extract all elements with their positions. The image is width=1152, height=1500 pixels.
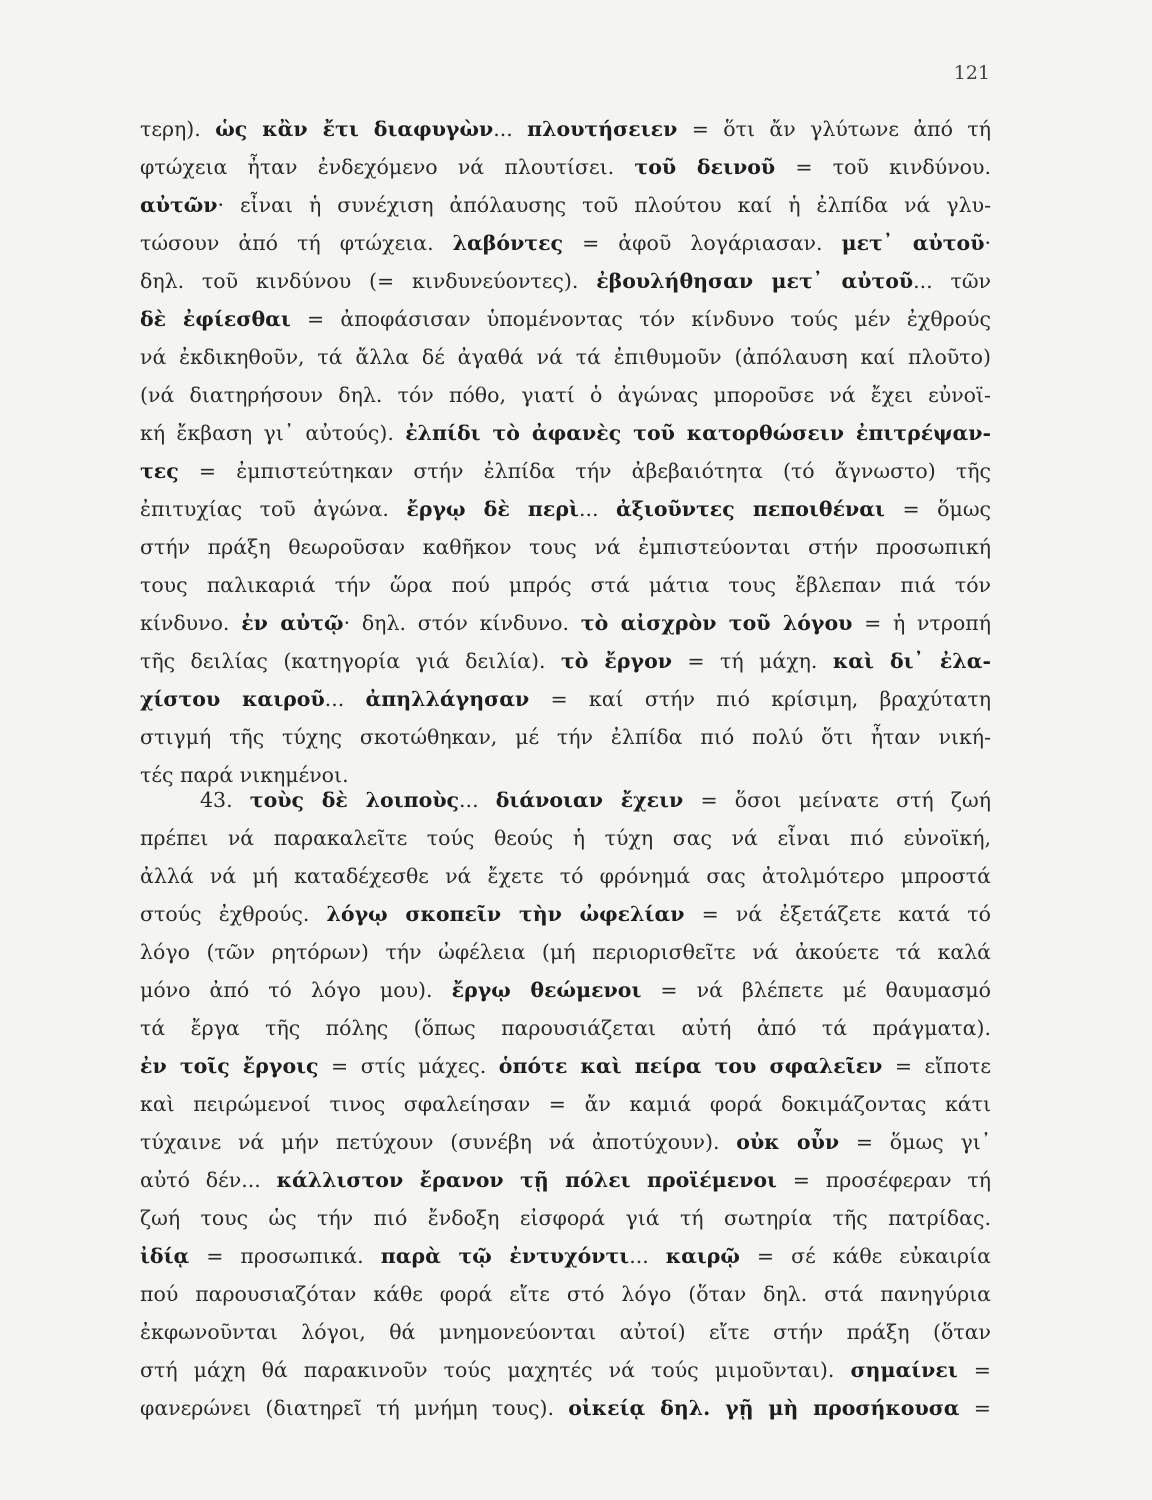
text-segment: ... — [629, 1244, 666, 1268]
text-segment: = ὅτι ἄν γλύτωνε ἀπό τή — [677, 117, 991, 141]
text-segment: στή μάχη θά παρακινοῦν τούς μαχητές νά τούς μιμοῦνται). — [140, 1358, 851, 1382]
text-segment: = τή μάχη. — [671, 649, 833, 673]
text-line — [140, 300, 991, 338]
text-line — [140, 414, 991, 452]
text-segment: = καί στήν πιό κρίσιμη, βραχύτατη — [529, 687, 991, 711]
text-line — [140, 262, 991, 300]
text-segment: κίνδυνο. — [140, 611, 242, 635]
bold-lemma: ἰδίᾳ — [140, 1244, 190, 1268]
text-line — [140, 1009, 991, 1047]
text-segment: κή ἔκβαση γι᾽ αὐτούς). — [140, 421, 406, 445]
text-line — [140, 1237, 991, 1275]
text-segment: πού παρουσιαζόταν κάθε φορά εἴτε στό λόγο (ὅταν δηλ. στά πανηγύρια — [140, 1282, 991, 1306]
text-segment: · εἶναι ἡ συνέχιση ἀπόλαυσης τοῦ πλούτου καί ἡ ἐλπίδα νά γλυ- — [217, 193, 991, 217]
text-segment: τῆς δειλίας (κατηγορία γιά δειλία). — [140, 649, 561, 673]
text-line — [140, 857, 991, 895]
text-segment: τώσουν ἀπό τή φτώχεια. — [140, 231, 453, 255]
text-segment: ἐκφωνοῦνται λόγοι, θά μνημονεύονται αὐτοί) εἴτε στήν πράξη (ὅταν — [140, 1320, 991, 1344]
text-segment: = προσωπικά. — [189, 1244, 381, 1268]
text-segment: = τοῦ κινδύνου. — [775, 155, 991, 179]
text-line — [140, 566, 991, 604]
text-segment: τύχαινε νά μήν πετύχουν (συνέβη νά ἀποτύχουν). — [140, 1130, 737, 1154]
bold-lemma: τοῦ δεινοῦ — [634, 155, 776, 179]
bold-lemma: ὡς κἂν ἔτι διαφυγὼν — [215, 117, 494, 141]
text-line — [140, 642, 991, 680]
bold-lemma: χίστου καιροῦ — [140, 687, 325, 711]
text-segment: 43. — [200, 788, 250, 812]
text-segment: = προσέφεραν τή — [776, 1168, 991, 1192]
bold-lemma: ἔργῳ δὲ περὶ — [406, 497, 579, 521]
text-segment: = σέ κάθε εὐκαιρία — [739, 1244, 991, 1268]
text-segment: τές παρά νικημένοι. — [140, 763, 349, 787]
text-segment: ... — [459, 788, 496, 812]
text-segment: φανερώνει (διατηρεῖ τή μνήμη τους). — [140, 1396, 569, 1420]
text-segment: φτώχεια ἦταν ἐνδεχόμενο νά πλουτίσει. — [140, 155, 635, 179]
bold-lemma: κάλλιστον ἔρανον τῇ πόλει προϊέμενοι — [276, 1168, 777, 1192]
text-segment: = νά ἐξετάζετε κατά τό — [684, 902, 991, 926]
text-segment: ... — [324, 687, 366, 711]
text-line — [140, 224, 991, 262]
text-segment: = — [959, 1396, 991, 1420]
text-segment: τους παλικαριά τήν ὥρα πού μπρός στά μάτια τους ἔβλεπαν πιά τόν — [140, 573, 991, 597]
bold-lemma: μετ᾽ αὐτοῦ — [841, 231, 985, 255]
text-line — [140, 1199, 991, 1237]
bold-lemma: διάνοιαν ἔχειν — [495, 788, 684, 812]
text-segment: = ὅμως — [884, 497, 991, 521]
text-segment: ... τῶν — [913, 269, 991, 293]
bold-lemma: ἐλπίδι τὸ ἀφανὲς τοῦ κατορθώσειν ἐπιτρέψαν- — [405, 421, 991, 445]
bold-lemma: παρὰ τῷ ἐντυχόντι — [380, 1244, 630, 1268]
bold-lemma: λαβόντες — [452, 231, 564, 255]
text-segment: = στίς μάχες. — [318, 1054, 499, 1078]
text-segment: = — [957, 1358, 991, 1382]
text-line — [140, 604, 991, 642]
text-segment: δηλ. τοῦ κινδύνου (= κινδυνεύοντες). — [140, 269, 597, 293]
text-segment: ζωή τους ὡς τήν πιό ἔνδοξη εἰσφορά γιά τή σωτηρία τῆς πατρίδας. — [140, 1206, 991, 1230]
bold-lemma: καιρῷ — [665, 1244, 740, 1268]
text-segment: = εἴποτε — [882, 1054, 991, 1078]
bold-lemma: ἐβουλήθησαν μετ᾽ αὐτοῦ — [596, 269, 914, 293]
text-line — [140, 718, 991, 756]
text-line — [140, 1085, 991, 1123]
text-line — [140, 933, 991, 971]
text-line — [140, 680, 991, 718]
text-line — [140, 895, 991, 933]
bold-lemma: ἀπηλλάγησαν — [365, 687, 530, 711]
text-segment: · — [984, 231, 991, 255]
bold-lemma: ὁπότε καὶ πείρα του σφαλεῖεν — [498, 1054, 883, 1078]
text-line — [140, 819, 991, 857]
bold-lemma: ἔργῳ θεώμενοι — [451, 978, 642, 1002]
bold-lemma: τοὺς δὲ λοιποὺς — [249, 788, 460, 812]
bold-lemma: ἀξιοῦντες πεποιθέναι — [616, 497, 885, 521]
text-line — [140, 528, 991, 566]
text-line — [140, 1161, 991, 1199]
text-line — [140, 1313, 991, 1351]
text-line — [140, 1123, 991, 1161]
bold-lemma: ἐν αὐτῷ — [241, 611, 344, 635]
bold-lemma: οὐκ οὖν — [736, 1130, 840, 1154]
bold-lemma: ἐν τοῖς ἔργοις — [140, 1054, 319, 1078]
text-line — [140, 1275, 991, 1313]
text-segment: = ἡ ντροπή — [852, 611, 991, 635]
text-line — [140, 338, 991, 376]
text-segment: · δηλ. στόν κίνδυνο. — [343, 611, 581, 635]
text-segment: = ἀποφάσισαν ὑπομένοντας τόν κίνδυνο τούς μέν ἐχθρούς — [290, 307, 991, 331]
bold-lemma: οἰκείᾳ δηλ. γῇ μὴ προσήκουσα — [568, 1396, 960, 1420]
text-line — [140, 452, 991, 490]
text-line — [140, 1047, 991, 1085]
bold-lemma: τὸ αἰσχρὸν τοῦ λόγου — [580, 611, 853, 635]
text-line — [140, 490, 991, 528]
text-line — [140, 148, 991, 186]
text-segment: τά ἔργα τῆς πόλης (ὅπως παρουσιάζεται αὐτή ἀπό τά πράγματα). — [140, 1016, 991, 1040]
text-segment: λόγο (τῶν ρητόρων) τήν ὠφέλεια (μή περιορισθεῖτε νά ἀκούετε τά καλά — [140, 940, 991, 964]
text-segment: αὐτό δέν... — [140, 1168, 277, 1192]
text-line — [140, 1351, 991, 1389]
bold-lemma: πλουτήσειεν — [527, 117, 678, 141]
bold-lemma: αὐτῶν — [140, 193, 218, 217]
text-segment: ἐπιτυχίας τοῦ ἀγώνα. — [140, 497, 407, 521]
text-segment: νά ἐκδικηθοῦν, τά ἄλλα δέ ἀγαθά νά τά ἐπιθυμοῦν (ἀπόλαυση καί πλοῦτο) — [140, 345, 991, 369]
text-line — [140, 110, 991, 148]
text-segment: καὶ πειρώμενοί τινος σφαλείησαν = ἄν καμιά φορά δοκιμάζοντας κάτι — [140, 1092, 991, 1116]
bold-lemma: λόγῳ σκοπεῖν τὴν ὠφελίαν — [326, 902, 685, 926]
text-segment: ... — [578, 497, 617, 521]
bold-lemma: τες — [140, 459, 179, 483]
bold-lemma: σημαίνει — [850, 1358, 958, 1382]
text-segment: = νά βλέπετε μέ θαυμασμό — [641, 978, 991, 1002]
bold-lemma: καὶ δι᾽ ἐλα- — [832, 649, 991, 673]
text-line — [140, 1389, 991, 1427]
text-segment: μόνο ἀπό τό λόγο μου). — [140, 978, 452, 1002]
text-segment: ... — [493, 117, 528, 141]
bold-lemma: τὸ ἔργον — [560, 649, 672, 673]
text-line — [140, 971, 991, 1009]
text-segment: πρέπει νά παρακαλεῖτε τούς θεούς ἡ τύχη σας νά εἶναι πιό εὐνοϊκή, — [140, 826, 991, 850]
text-segment: στιγμή τῆς τύχης σκοτώθηκαν, μέ τήν ἐλπίδα πιό πολύ ὅτι ἦταν νική- — [140, 725, 991, 749]
paragraph-1 — [140, 110, 991, 794]
page-number: 121 — [953, 62, 990, 84]
text-segment: ἀλλά νά μή καταδέχεσθε νά ἔχετε τό φρόνημά σας ἀτολμότερο μπροστά — [140, 864, 991, 888]
text-segment: = ἀφοῦ λογάριασαν. — [563, 231, 842, 255]
text-segment: στήν πράξη θεωροῦσαν καθῆκον τους νά ἐμπιστεύονται στήν προσωπική — [140, 535, 991, 559]
text-line — [140, 376, 991, 414]
text-segment: στούς ἐχθρούς. — [140, 902, 327, 926]
text-segment: τερη). — [140, 117, 216, 141]
text-line — [140, 781, 991, 819]
text-segment: (νά διατηρήσουν δηλ. τόν πόθο, γιατί ὁ ἀγώνας μποροῦσε νά ἔχει εὐνοϊ- — [140, 383, 991, 407]
text-line — [140, 186, 991, 224]
paragraph-2 — [140, 781, 991, 1427]
bold-lemma: δὲ ἐφίεσθαι — [140, 307, 291, 331]
text-segment: = ἐμπιστεύτηκαν στήν ἐλπίδα τήν ἀβεβαιότητα (τό ἄγνωστο) τῆς — [178, 459, 991, 483]
text-segment: = ὅμως γι᾽ — [839, 1130, 991, 1154]
text-segment: = ὅσοι μείνατε στή ζωή — [683, 788, 991, 812]
